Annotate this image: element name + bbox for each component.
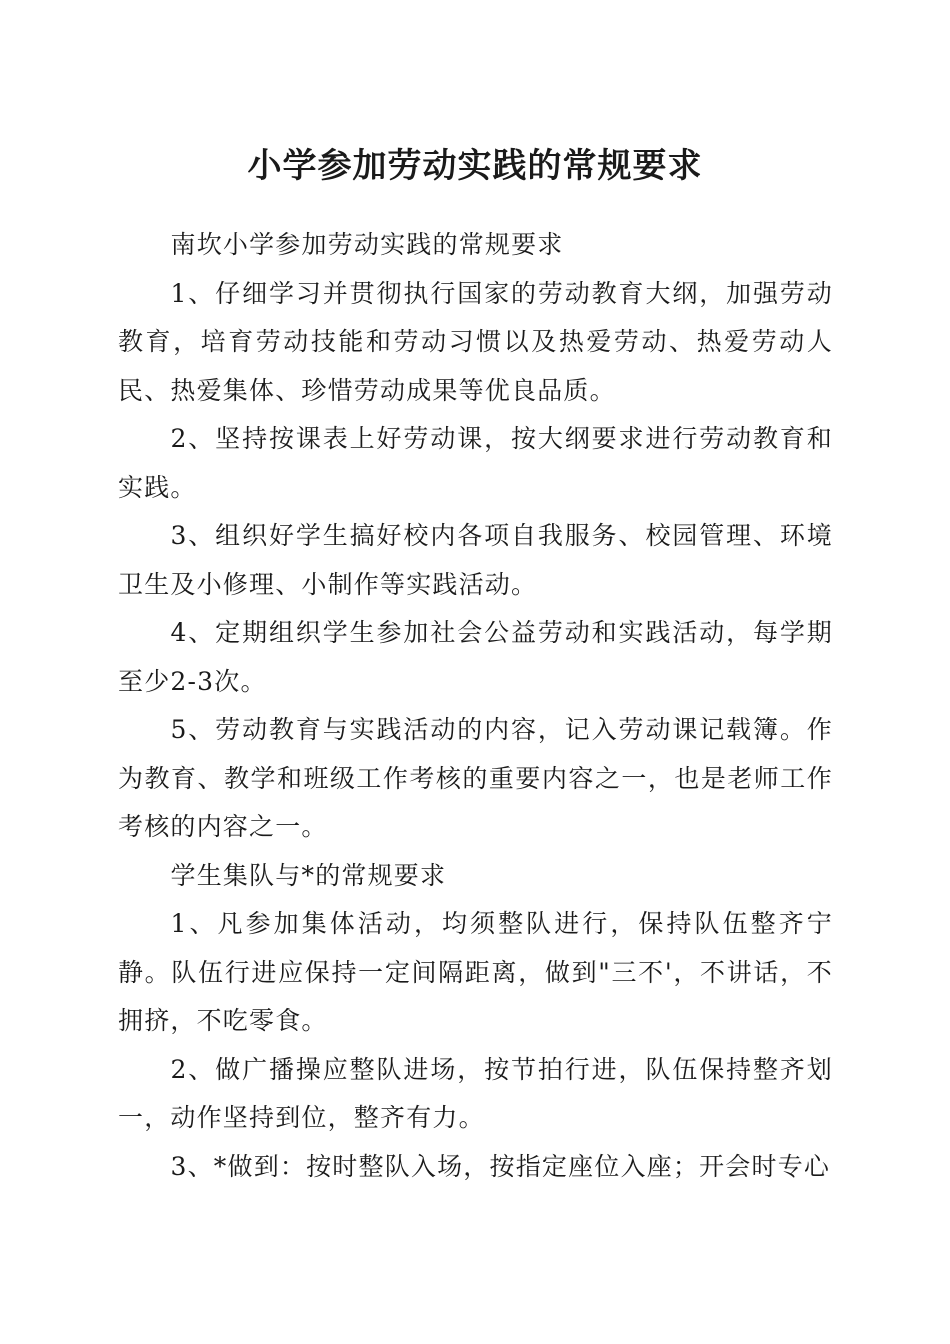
document-body	[118, 221, 833, 1191]
paragraph: 3、组织好学生搞好校内各项自我服务、校园管理、环境卫生及小修理、小制作等实践活动。	[118, 521, 833, 599]
paragraph: 2、坚持按课表上好劳动课，按大纲要求进行劳动教育和实践。	[118, 424, 833, 502]
paragraph: 4、定期组织学生参加社会公益劳动和实践活动，每学期至少2-3次。	[118, 618, 833, 696]
section-heading: 南坎小学参加劳动实践的常规要求	[170, 230, 564, 259]
document-title: 小学参加劳动实践的常规要求	[247, 146, 703, 186]
paragraph: 1、凡参加集体活动，均须整队进行，保持队伍整齐宁静。队伍行进应保持一定间隔距离，做到"三不'，不讲话，不拥挤，不吃零食。	[118, 909, 833, 1035]
paragraph: 3、*做到：按时整队入场，按指定座位入座；开会时专心	[170, 1151, 831, 1181]
paragraph: 5、劳动教育与实践活动的内容，记入劳动课记载簿。作为教育、教学和班级工作考核的重要内容之一，也是老师工作考核的内容之一。	[118, 715, 833, 841]
paragraph: 1、仔细学习并贯彻执行国家的劳动教育大纲，加强劳动教育，培育劳动技能和劳动习惯以及热爱劳动、热爱劳动人民、热爱集体、珍惜劳动成果等优良品质。	[118, 278, 833, 405]
section-heading: 学生集队与*的常规要求	[170, 860, 447, 890]
paragraph: 2、做广播操应整队进场，按节拍行进，队伍保持整齐划一，动作坚持到位，整齐有力。	[118, 1054, 833, 1132]
